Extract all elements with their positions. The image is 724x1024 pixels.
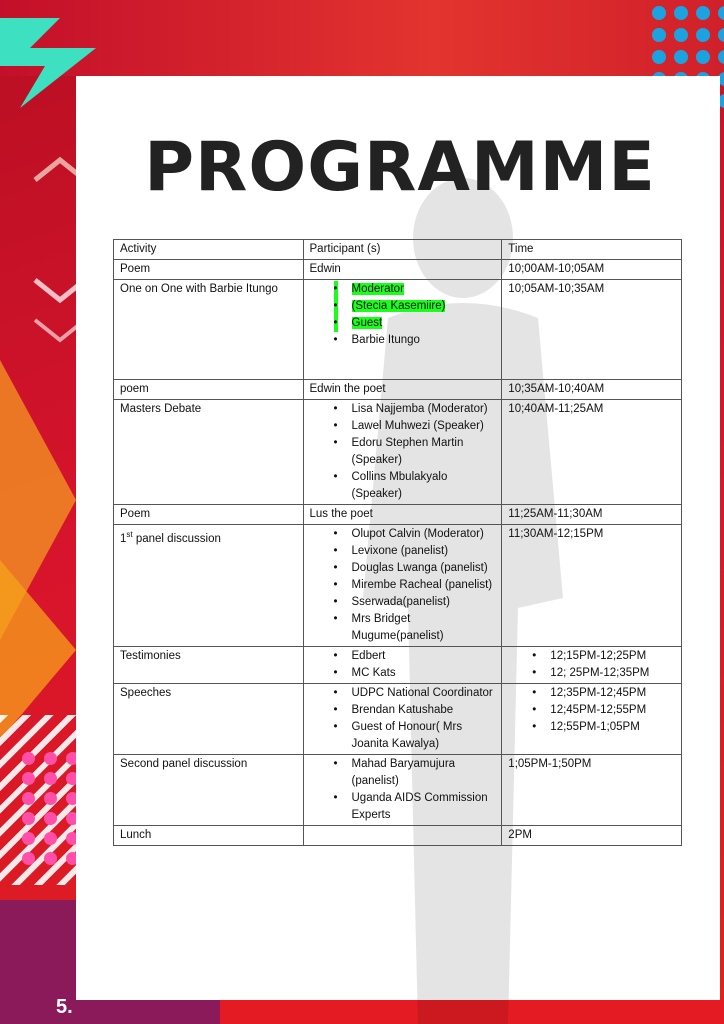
list-item: • Edbert bbox=[334, 648, 496, 665]
list-item: • 12;55PM-1;05PM bbox=[532, 719, 675, 736]
participant-cell bbox=[303, 755, 502, 826]
page-number: 5. bbox=[56, 996, 73, 1018]
list-item: • Mrs Bridget Mugume(panelist) bbox=[334, 611, 496, 645]
list-item: • MC Kats bbox=[334, 665, 496, 682]
table-header-row bbox=[114, 240, 682, 260]
list-item: • Moderator bbox=[334, 281, 496, 298]
list-item: • Lisa Najjemba (Moderator) bbox=[334, 401, 496, 418]
list-item: • Guest of Honour( Mrs Joanita Kawalya) bbox=[334, 719, 496, 753]
time-cell: 10;35AM-10;40AM bbox=[502, 380, 682, 400]
participant-cell bbox=[303, 280, 502, 380]
background-top-band bbox=[0, 0, 724, 76]
time-cell: 2PM bbox=[502, 826, 682, 846]
page-title: PROGRAMME bbox=[144, 128, 656, 207]
list-item: • 12;35PM-12;45PM bbox=[532, 685, 675, 702]
list-item: • Barbie Itungo bbox=[334, 332, 496, 349]
participant-list bbox=[310, 756, 496, 824]
list-item: • 12;45PM-12;55PM bbox=[532, 702, 675, 719]
participant-list bbox=[310, 526, 496, 645]
table-row bbox=[114, 525, 682, 647]
header-activity: Activity bbox=[114, 240, 304, 260]
participant-cell bbox=[303, 826, 502, 846]
participant-cell: Edwin bbox=[303, 260, 502, 280]
activity-cell: 1st panel discussion bbox=[114, 525, 304, 647]
activity-cell: poem bbox=[114, 380, 304, 400]
list-item: • Brendan Katushabe bbox=[334, 702, 496, 719]
table-row bbox=[114, 684, 682, 755]
time-list bbox=[508, 685, 675, 736]
activity-cell: Masters Debate bbox=[114, 400, 304, 505]
table-row bbox=[114, 505, 682, 525]
list-item: • Levixone (panelist) bbox=[334, 543, 496, 560]
header-participant: Participant (s) bbox=[303, 240, 502, 260]
participant-cell bbox=[303, 647, 502, 684]
list-item: • Edoru Stephen Martin (Speaker) bbox=[334, 435, 496, 469]
table-row bbox=[114, 647, 682, 684]
activity-cell: One on One with Barbie Itungo bbox=[114, 280, 304, 380]
list-item: • Guest bbox=[334, 315, 496, 332]
list-item: • (Stecia Kasemiire) bbox=[334, 298, 496, 315]
time-cell: 11;30AM-12;15PM bbox=[502, 525, 682, 647]
table-row bbox=[114, 260, 682, 280]
list-item: • Douglas Lwanga (panelist) bbox=[334, 560, 496, 577]
table-row bbox=[114, 280, 682, 380]
table-row bbox=[114, 826, 682, 846]
activity-cell: Testimonies bbox=[114, 647, 304, 684]
participant-list bbox=[310, 648, 496, 682]
activity-cell: Poem bbox=[114, 505, 304, 525]
yellow-wedge bbox=[0, 560, 76, 740]
list-item: • Sserwada(panelist) bbox=[334, 594, 496, 611]
participant-cell bbox=[303, 400, 502, 505]
list-item: • Collins Mbulakyalo (Speaker) bbox=[334, 469, 496, 503]
list-item: • 12;15PM-12;25PM bbox=[532, 648, 675, 665]
time-list bbox=[508, 648, 675, 682]
participant-cell bbox=[303, 525, 502, 647]
activity-cell: Second panel discussion bbox=[114, 755, 304, 826]
participant-list bbox=[310, 281, 496, 355]
time-cell bbox=[502, 647, 682, 684]
participant-cell bbox=[303, 684, 502, 755]
table-row bbox=[114, 400, 682, 505]
time-cell: 11;25AM-11;30AM bbox=[502, 505, 682, 525]
activity-cell: Speeches bbox=[114, 684, 304, 755]
participant-list bbox=[310, 401, 496, 503]
list-item: • Mirembe Racheal (panelist) bbox=[334, 577, 496, 594]
programme-table bbox=[113, 239, 682, 846]
participant-cell: Edwin the poet bbox=[303, 380, 502, 400]
time-cell bbox=[502, 684, 682, 755]
list-item: • UDPC National Coordinator bbox=[334, 685, 496, 702]
time-cell: 1;05PM-1;50PM bbox=[502, 755, 682, 826]
header-time: Time bbox=[502, 240, 682, 260]
time-cell: 10;00AM-10;05AM bbox=[502, 260, 682, 280]
table-row bbox=[114, 380, 682, 400]
list-item: • Olupot Calvin (Moderator) bbox=[334, 526, 496, 543]
participant-list bbox=[310, 685, 496, 753]
activity-cell: Lunch bbox=[114, 826, 304, 846]
list-item: • Uganda AIDS Commission Experts bbox=[334, 790, 496, 824]
list-item: • 12; 25PM-12;35PM bbox=[532, 665, 675, 682]
participant-cell: Lus the poet bbox=[303, 505, 502, 525]
list-item: • Lawel Muhwezi (Speaker) bbox=[334, 418, 496, 435]
table-row bbox=[114, 755, 682, 826]
time-cell: 10;40AM-11;25AM bbox=[502, 400, 682, 505]
time-cell: 10;05AM-10;35AM bbox=[502, 280, 682, 380]
list-item: • Mahad Baryamujura (panelist) bbox=[334, 756, 496, 790]
activity-cell: Poem bbox=[114, 260, 304, 280]
